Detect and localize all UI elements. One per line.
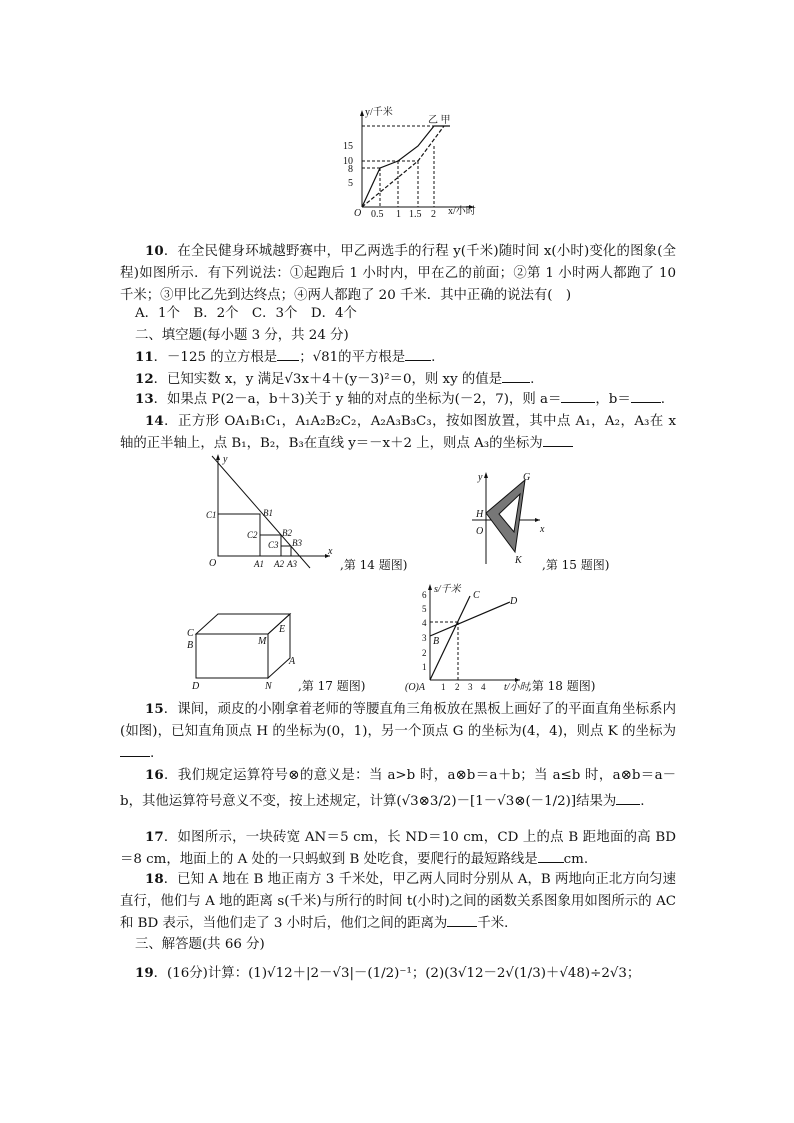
q12-number: 12: [135, 371, 154, 387]
line-y-neg-x-plus-2: [212, 456, 310, 568]
x-label: t/小时: [504, 682, 530, 693]
q17-number: 17: [145, 829, 164, 845]
fig-17-svg: [186, 602, 296, 690]
brick-top: [196, 614, 290, 634]
y-tick-6: 6: [422, 590, 427, 600]
label-a1: A1: [254, 559, 264, 569]
origin-label: O: [354, 208, 362, 219]
q16-blank: [616, 792, 640, 805]
origin-label: O: [209, 558, 217, 569]
label-d: D: [510, 596, 518, 607]
question-14: [120, 410, 676, 455]
fig-15-svg: [470, 470, 550, 570]
q13-number: 13: [135, 391, 154, 407]
x-arrow: [535, 518, 540, 522]
q18-end: 千米．: [477, 916, 518, 931]
q10-number: 10: [145, 243, 164, 259]
q10-options: A．1个 B．2个 C．3个 D．4个: [135, 306, 357, 321]
question-13: [135, 388, 665, 411]
label-a2: A2: [274, 559, 284, 569]
question-18: [120, 868, 676, 935]
q11-blank-1: [277, 348, 299, 361]
y-tick-15: 15: [343, 141, 353, 152]
line-jia: [362, 126, 450, 207]
x-label: x: [540, 524, 545, 535]
q11-blank-2: [405, 348, 431, 361]
label-a: A: [289, 656, 296, 667]
question-16: [120, 762, 676, 815]
label-m: M: [258, 636, 267, 647]
fig-15: [470, 470, 550, 570]
label-b: B: [187, 640, 194, 651]
y-tick-1: 1: [422, 662, 427, 672]
label-e: E: [279, 624, 286, 635]
y-tick-5: 5: [422, 604, 427, 614]
q12-blank: [502, 370, 530, 383]
y-label: y: [478, 472, 483, 483]
fig-15-caption: ,第 15 题图): [542, 558, 610, 572]
x-axis-label: x/小时: [448, 206, 476, 217]
q14-number: 14: [145, 413, 164, 429]
q15-text: ．课间，顽皮的小刚拿着老师的等腰直角三角板放在黑板上画好了的平面直角坐标系内(如图)，已知直角顶点 H 的坐标为(0，1)，另一个顶点 G 的坐标为(4，4)，则点 K 的坐标为: [120, 702, 676, 739]
y-arrow: [428, 584, 432, 590]
q10-text: ．在全民健身环城越野赛中，甲乙两选手的行程 y(千米)随时间 x(小时)变化的图象(全程)如图所示．有下列说法：①起跑后 1 小时内，甲在乙的前面；②第 1 小时两人都跑了 10 千米；③甲比乙先到达终点；④两人都跑了 20 千米．其中正确的说法有( ): [120, 244, 676, 303]
x-tick-4: 4: [481, 682, 486, 692]
x-tick-2: 2: [431, 209, 436, 220]
x-tick-3: 3: [468, 682, 473, 692]
line-yi: [362, 126, 444, 207]
x-tick-1: 1: [396, 209, 401, 220]
label-d: D: [192, 681, 200, 692]
x-tick-05: 0.5: [371, 209, 384, 220]
question-15: [120, 698, 676, 765]
q13-blank-1: [561, 390, 595, 403]
section-3-title: 三、解答题(共 66 分): [135, 937, 265, 952]
y-tick-4: 4: [422, 618, 427, 628]
q17-text: ．如图所示，一块砖宽 AN＝5 cm，长 ND＝10 cm，CD 上的点 B 距地面的高 BD＝8 cm，地面上的 A 处的一只蚂蚁到 B 处吃食，要爬行的最短路线是: [120, 830, 676, 867]
y-label: s/千米: [434, 584, 461, 595]
label-c: C: [187, 628, 194, 639]
y-tick-5: 5: [348, 178, 353, 189]
q14-blank: [543, 434, 573, 447]
label-b1: B1: [263, 508, 273, 518]
q19-text: ．(16分)计算：(1)√12＋|2－√3|－(1/2)⁻¹；(2)(3√12－2√(1/3)＋√48)÷2√3；: [153, 966, 641, 981]
q16-end: .: [640, 794, 645, 809]
fig-18: [400, 582, 530, 692]
q12-end: .: [530, 372, 535, 387]
q16-text: ．我们规定运算符号⊗的意义是：当 a>b 时，a⊗b＝a＋b；当 a≤b 时，a⊗b＝a－b，其他运算符号意义不变，按上述规定，计算(√3⊗3/2)－[1－√3⊗(－1/2)]结果为: [120, 768, 676, 809]
square-3: [281, 546, 291, 556]
x-label: x: [328, 546, 333, 557]
label-c3: C3: [268, 540, 279, 550]
label-h: H: [476, 509, 484, 520]
y-axis-arrow: [360, 110, 364, 116]
fig-18-svg: [400, 582, 530, 692]
label-a3: A3: [287, 559, 297, 569]
question-19: [135, 962, 640, 985]
label-b: B: [433, 636, 440, 647]
y-axis-label: y/千米: [365, 107, 393, 118]
x-tick-15: 1.5: [409, 209, 422, 220]
q11-text-a: ．－125 的立方根是: [153, 350, 278, 365]
fig-18-caption: ,第 18 题图): [528, 679, 596, 693]
fig-17-caption: ,第 17 题图): [298, 679, 366, 693]
origin-label: O: [476, 526, 484, 537]
q15-number: 15: [145, 701, 164, 717]
y-tick-10: 10: [343, 156, 353, 167]
q19-number: 19: [135, 965, 154, 981]
q11-number: 11: [135, 349, 154, 365]
line-bd: [430, 602, 510, 636]
label-k: K: [515, 555, 522, 566]
question-17: [120, 826, 676, 871]
question-10: [120, 240, 676, 307]
label-n: N: [265, 681, 272, 692]
y-arrow: [216, 454, 220, 460]
q10-graph-svg: [340, 104, 480, 220]
y-tick-8: 8: [348, 164, 353, 175]
y-label: y: [223, 454, 228, 465]
q17-end: cm.: [563, 852, 589, 867]
y-tick-3: 3: [422, 633, 427, 643]
q17-blank: [538, 850, 564, 863]
q10-graph: [340, 104, 480, 220]
q18-number: 18: [145, 871, 164, 887]
y-arrow: [484, 472, 488, 478]
q13-blank-2: [631, 390, 661, 403]
x-tick-1: 1: [441, 682, 446, 692]
fig-14-svg: [200, 452, 340, 570]
q13-end: .: [660, 392, 665, 407]
q14-text: ．正方形 OA₁B₁C₁，A₁A₂B₂C₂，A₂A₃B₃C₃，按如图放置，其中点 A₁，A₂，A₃在 x 轴的正半轴上，点 B₁，B₂，B₃在直线 y＝－x＋2 上，则点 A₃的坐标为: [120, 414, 676, 451]
q13-text-a: ．如果点 P(2－a，b＋3)关于 y 轴的对点的坐标为(－2，7)，则 a＝: [153, 392, 562, 407]
q18-blank: [447, 914, 477, 927]
q16-number: 16: [145, 767, 164, 783]
q13-text-b: ，b＝: [595, 392, 631, 407]
fig-14: [200, 452, 340, 570]
label-b2: B2: [282, 528, 292, 538]
question-11: [135, 346, 435, 369]
fig-14-caption: ,第 14 题图): [340, 558, 408, 572]
q18-text: ．已知 A 地在 B 地正南方 3 千米处，甲乙两人同时分别从 A，B 两地向正北方向匀速直行，他们与 A 地的距离 s(千米)与所行的时间 t(小时)之间的函数关系图象用如图所示的 AC 和 BD 表示，当他们走了 3 小时后，他们之间的距离为: [120, 872, 676, 931]
legend-label: 乙 甲: [428, 115, 451, 126]
origin-label: (O)A: [405, 682, 425, 693]
section-2-title: 二、填空题(每小题 3 分，共 24 分): [135, 328, 349, 343]
fig-17: [186, 602, 296, 690]
x-tick-2: 2: [455, 682, 460, 692]
label-c: C: [473, 590, 480, 601]
q15-blank: [120, 744, 150, 757]
q12-text: ．已知实数 x，y 满足√3x＋4＋(y－3)²＝0，则 xy 的值是: [153, 372, 503, 387]
label-g: G: [523, 472, 531, 483]
q11-end: .: [431, 350, 436, 365]
label-c1: C1: [206, 510, 217, 520]
label-c2: C2: [247, 530, 258, 540]
y-tick-2: 2: [422, 648, 427, 658]
q11-text-b: ；√81的平方根是: [299, 350, 406, 365]
q15-end: .: [150, 746, 155, 761]
label-b3: B3: [292, 538, 302, 548]
